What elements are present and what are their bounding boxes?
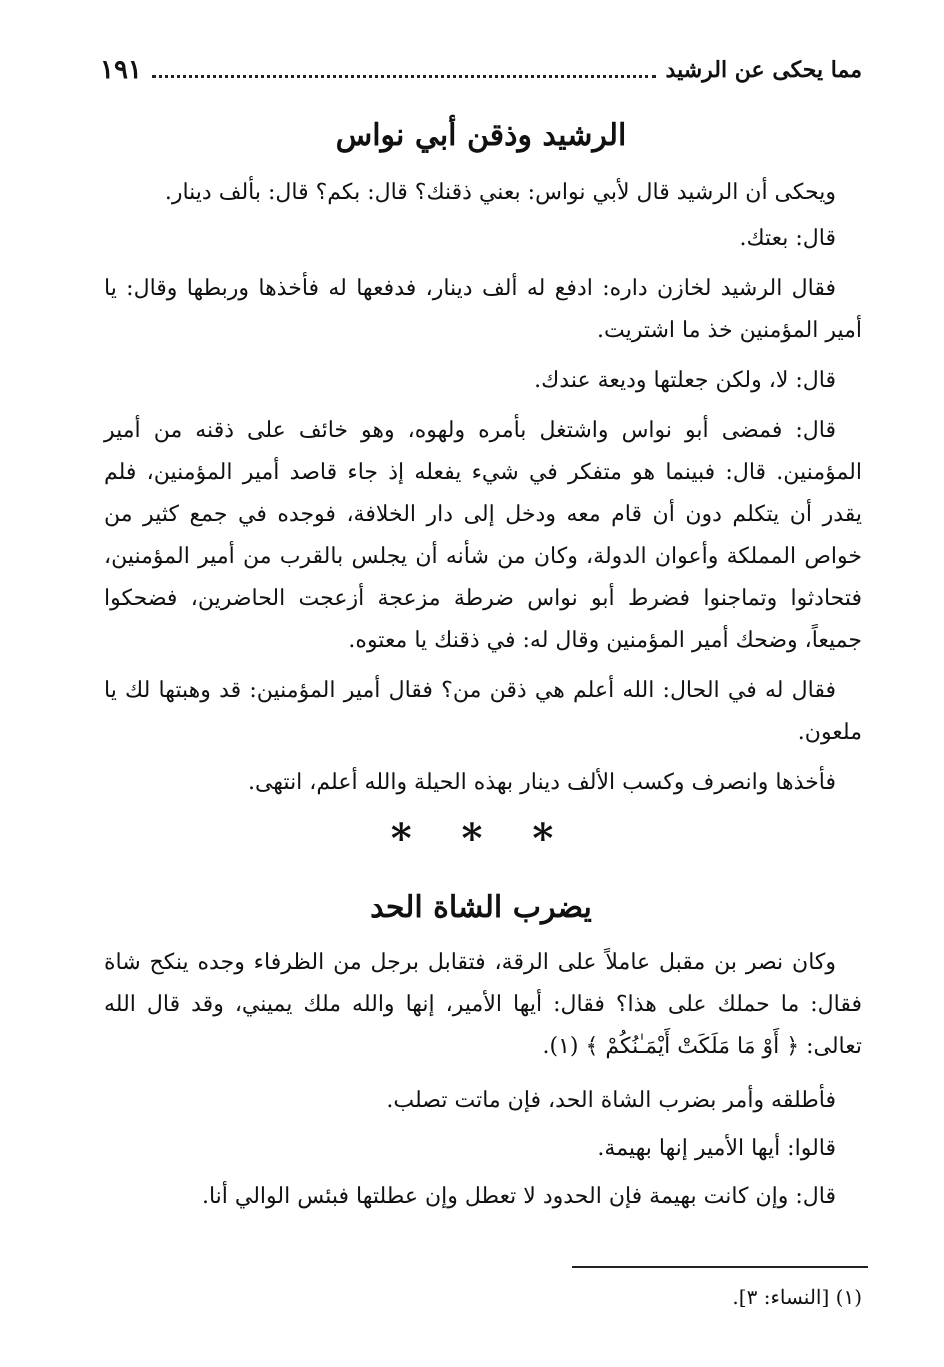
paragraph: وكان نصر بن مقبل عاملاً على الرقة، فتقابل برجل من الظرفاء وجده ينكح شاة فقال: ما حملك على هذا؟ فقال: أيها الأمير، إنها والله ملك يميني، وقد قال الله تعالى: ﴿ أَوْ مَا مَلَكَتْ أَيْمَـٰنُكُمْ ﴾ (١). <box>104 950 862 1059</box>
paragraph: قال: لا، ولكن جعلتها وديعة عندك. <box>534 368 836 393</box>
footnote-rule <box>572 1266 868 1268</box>
running-title: مما يحكى عن الرشيد <box>665 57 862 83</box>
paragraph: ويحكى أن الرشيد قال لأبي نواس: بعني ذقنك؟ قال: بكم؟ قال: بألف دينار. <box>164 180 836 205</box>
paragraph: قال: فمضى أبو نواس واشتغل بأمره ولهوه، وهو خائف على ذقنه من أمير المؤمنين. قال: فبينما هو متفكر في شيء يفعله إذ جاء قاصد أمير المؤمنين، فلم يقدر أن يتكلم دون أن قام معه ودخل إلى دار الخلافة، فوجده في جمع كثير من خواص المملكة وأعوان الدولة، وكان من شأنه أن يجلس بالقرب من أمير المؤمنين، فتحادثوا وتماجنوا فضرط أبو نواس ضرطة مزعجة أزعجت الحاضرين، فضحكوا جميعاً، وضحك أمير المؤمنين وقال له: في ذقنك يا معتوه. <box>104 418 862 653</box>
page-number: ١٩١ <box>100 55 142 85</box>
paragraph: فأخذها وانصرف وكسب الألف دينار بهذه الحيلة والله أعلم، انتهى. <box>247 770 836 795</box>
footnote: (١) [النساء: ٣]. <box>732 1285 862 1309</box>
section-heading-goat-punishment: يضرب الشاة الحد <box>370 890 592 925</box>
paragraph: فقال الرشيد لخازن داره: ادفع له ألف دينار، فدفعها له فأخذها وربطها وقال: يا أمير المؤمنين خذ ما اشتريت. <box>104 276 862 343</box>
paragraph: فقال له في الحال: الله أعلم هي ذقن من؟ فقال أمير المؤمنين: قد وهبتها لك يا ملعون. <box>104 678 862 745</box>
paragraph: قال: وإن كانت بهيمة فإن الحدود لا تعطل وإن عطلتها فبئس الوالي أنا. <box>201 1184 836 1209</box>
dotted-leader <box>152 75 656 78</box>
section-heading-rashid-beard: الرشيد وذقن أبي نواس <box>335 118 627 153</box>
paragraph: فأطلقه وأمر بضرب الشاة الحد، فإن ماتت تصلب. <box>386 1088 836 1113</box>
paragraph: قالوا: أيها الأمير إنها بهيمة. <box>597 1136 836 1161</box>
running-header <box>100 50 862 90</box>
paragraph: قال: بعتك. <box>739 226 836 251</box>
section-separator: * * * <box>390 815 572 862</box>
